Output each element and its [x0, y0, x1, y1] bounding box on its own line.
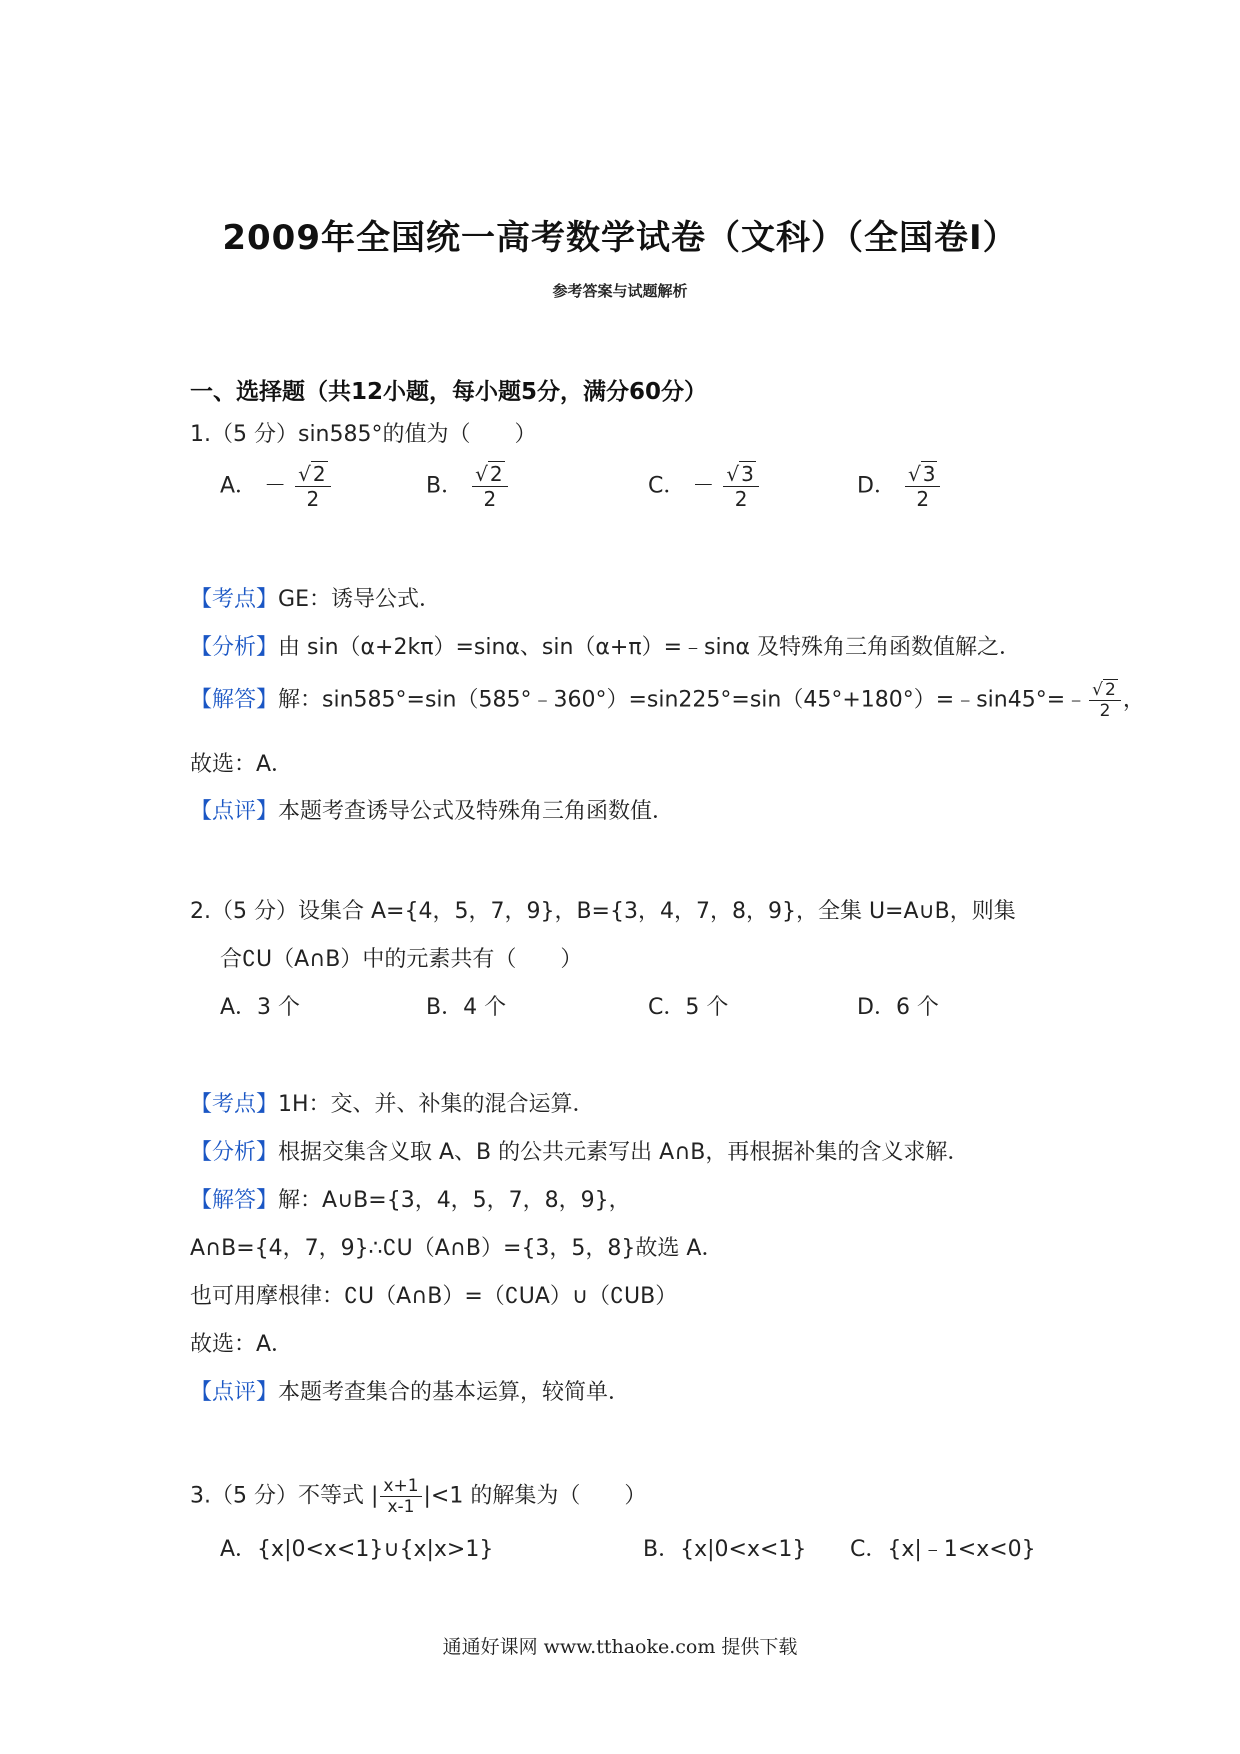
- radicand: 2: [489, 462, 503, 486]
- dianping-text: 本题考查集合的基本运算，较简单．: [278, 1380, 631, 1405]
- dianping-tag: 【点评】: [190, 799, 279, 824]
- q2-answer: 故选：A．: [190, 1332, 294, 1357]
- fenxi-text: 根据交集含义取 A、B 的公共元素写出 A∩B，再根据补集的含义求解．: [278, 1140, 970, 1165]
- page-footer: 通通好课网 www.tthaoke.com 提供下载: [442, 1636, 798, 1658]
- q1-stem: 1.（5 分）sin585°的值为（ ）: [190, 422, 537, 447]
- q2-option-a: A．3 个: [220, 995, 301, 1020]
- jieda-fraction: $\frac{√ 2}{2}$: [1089, 680, 1121, 721]
- jieda-text: 解：sin585°=sin（585°﹣360°）=sin225°=sin（45°+180°）=﹣sin45°=﹣: [278, 687, 1088, 713]
- denominator: 2: [1099, 701, 1111, 721]
- q3-stem-pre: 3.（5 分）不等式 |: [190, 1483, 379, 1509]
- q2-dianping: [190, 1378, 630, 1408]
- q2-kaodian: [190, 1090, 595, 1120]
- option-fraction: $\frac{√ 3}{2}$: [905, 462, 940, 511]
- q1-option-b: [426, 462, 510, 511]
- q1-kaodian: [190, 585, 441, 615]
- q3-stem: [190, 1476, 646, 1517]
- fenxi-tag: 【分析】: [190, 635, 279, 660]
- q1-fenxi: [190, 633, 1021, 663]
- q1-dianping: [190, 797, 674, 827]
- denominator: 2: [916, 487, 930, 511]
- kaodian-text: GE：诱导公式．: [278, 587, 441, 612]
- section-heading: 一、选择题（共12小题，每小题5分，满分60分）: [190, 379, 708, 405]
- document-title: 2009年全国统一高考数学试卷（文科）（全国卷Ⅰ）: [222, 218, 1018, 258]
- jieda-end: ，: [1122, 687, 1145, 713]
- radicand: 3: [741, 462, 754, 486]
- q2-fenxi: [190, 1138, 969, 1168]
- denominator: x-1: [387, 1497, 415, 1517]
- fenxi-tag: 【分析】: [190, 1140, 279, 1165]
- q3-option-b: B．{x|0<x<1}: [643, 1537, 807, 1562]
- document-subtitle: 参考答案与试题解析: [552, 282, 688, 300]
- radicand: 3: [922, 462, 936, 486]
- q3-option-c: C．{x|﹣1<x<0}: [850, 1537, 1036, 1562]
- q3-stem-post: |<1 的解集为（ ）: [423, 1483, 647, 1509]
- denominator: 2: [734, 487, 748, 511]
- q2-stem-line1: 2.（5 分）设集合 A={4，5，7，9}，B={3，4，7，8，9}，全集 U=A∪B，则集: [190, 899, 1016, 924]
- radicand: 2: [1105, 680, 1116, 700]
- q2-solution-line3: 也可用摩根律：∁U（A∩B）=（∁UA）∪（∁UB）: [190, 1284, 678, 1309]
- q2-option-d: D．6 个: [857, 995, 939, 1020]
- q2-jieda: [190, 1186, 631, 1216]
- kaodian-tag: 【考点】: [190, 587, 279, 612]
- denominator: 2: [483, 487, 497, 511]
- q3-option-a: A．{x|0<x<1}∪{x|x>1}: [220, 1537, 494, 1562]
- option-fraction: $\frac{√ 2}{2}$: [472, 462, 507, 511]
- option-label: B．: [426, 473, 464, 499]
- option-sign: －: [692, 473, 715, 499]
- option-label: A．: [220, 473, 258, 499]
- denominator: 2: [306, 487, 320, 511]
- q1-answer: 故选：A．: [190, 752, 294, 777]
- option-label: C．: [648, 473, 686, 499]
- fenxi-text: 由 sin（α+2kπ）=sinα、sin（α+π）=﹣sinα 及特殊角三角函数值解之．: [278, 635, 1022, 660]
- radicand: 2: [312, 462, 326, 486]
- dianping-tag: 【点评】: [190, 1380, 279, 1405]
- kaodian-text: 1H：交、并、补集的混合运算．: [278, 1092, 595, 1117]
- q1-jieda: [190, 680, 1145, 721]
- q1-option-a: [220, 462, 333, 511]
- q3-fraction: [380, 1476, 421, 1517]
- option-fraction: $\frac{√ 3}{2}$: [723, 462, 758, 511]
- q2-stem-line2: 合∁U（A∩B）中的元素共有（ ）: [220, 947, 583, 972]
- option-sign: －: [264, 473, 287, 499]
- jieda-tag: 【解答】: [190, 687, 279, 713]
- q2-option-b: B．4 个: [426, 995, 507, 1020]
- option-fraction: $\frac{√ 2}{2}$: [295, 462, 330, 511]
- numerator: x+1: [380, 1476, 421, 1497]
- q2-solution-line2: A∩B={4，7，9}∴∁U（A∩B）={3，5，8}故选 A．: [190, 1236, 724, 1261]
- jieda-tag: 【解答】: [190, 1188, 279, 1213]
- kaodian-tag: 【考点】: [190, 1092, 279, 1117]
- dianping-text: 本题考查诱导公式及特殊角三角函数值．: [278, 799, 675, 824]
- q2-option-c: C．5 个: [648, 995, 729, 1020]
- jieda-text: 解：A∪B={3，4，5，7，8，9}，: [278, 1188, 631, 1213]
- q1-option-c: [648, 462, 761, 511]
- q1-option-d: [857, 462, 942, 511]
- option-label: D．: [857, 473, 896, 499]
